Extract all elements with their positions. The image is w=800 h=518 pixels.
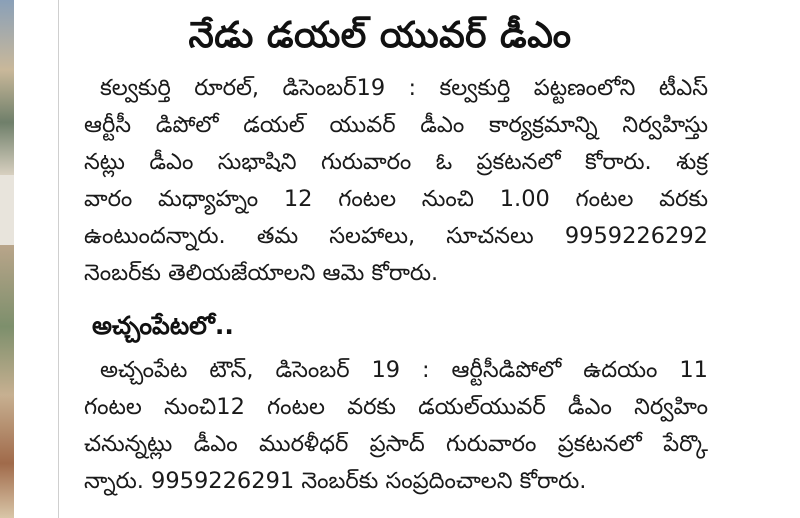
- paragraph-line: వారం మధ్యాహ్నం 12 గంటల నుంచి 1.00 గంటల వరకు: [84, 186, 708, 212]
- paragraph-line: ఉంటుందన్నారు. తమ సలహాలు, సూచనలు 9959226292: [84, 223, 708, 249]
- paragraph-line: నెంబర్‌కు తెలియజేయాలని ఆమె కోరారు.: [84, 260, 439, 286]
- article-headline: నేడు డయల్ యువర్ డీఎం: [188, 15, 572, 56]
- paragraph-line: చనున్నట్లు డీఎం మురళీధర్ ప్రసాద్ గురువారం ప్రకటనలో పేర్కొ: [84, 431, 708, 457]
- paragraph-line: నట్లు డీఎం సుభాషిని గురువారం ఓ ప్రకటనలో కోరారు. శుక్ర: [84, 149, 708, 175]
- column-divider: [58, 0, 59, 518]
- paragraph-line: గంటల నుంచి12 గంటల వరకు డయల్‌యువర్ డీఎం నిర్వహిం: [84, 394, 708, 420]
- adjacent-photo-bottom: [0, 245, 14, 518]
- paragraph-line: ఆర్టీసీ డిపోలో డయల్ యువర్ డీఎం కార్యక్రమాన్ని నిర్వహిస్తు: [84, 112, 708, 138]
- adjacent-column-photo-strip: [0, 0, 14, 518]
- article-paragraph-1: [84, 70, 708, 292]
- paragraph-line: అచ్చంపేట టౌన్, డిసెంబర్ 19 : ఆర్టీసీడిపోలో ఉదయం 11: [100, 357, 708, 383]
- paragraph-line: న్నారు. 9959226291 నెంబర్‌కు సంప్రదించాలని కోరారు.: [84, 468, 587, 494]
- article-paragraph-2: [84, 352, 708, 500]
- paragraph-line: కల్వకుర్తి రూరల్, డిసెంబర్19 : కల్వకుర్తి పట్టణంలోని టీఎస్: [100, 75, 708, 101]
- article-subheading: అచ్చంపేటలో..: [92, 311, 234, 340]
